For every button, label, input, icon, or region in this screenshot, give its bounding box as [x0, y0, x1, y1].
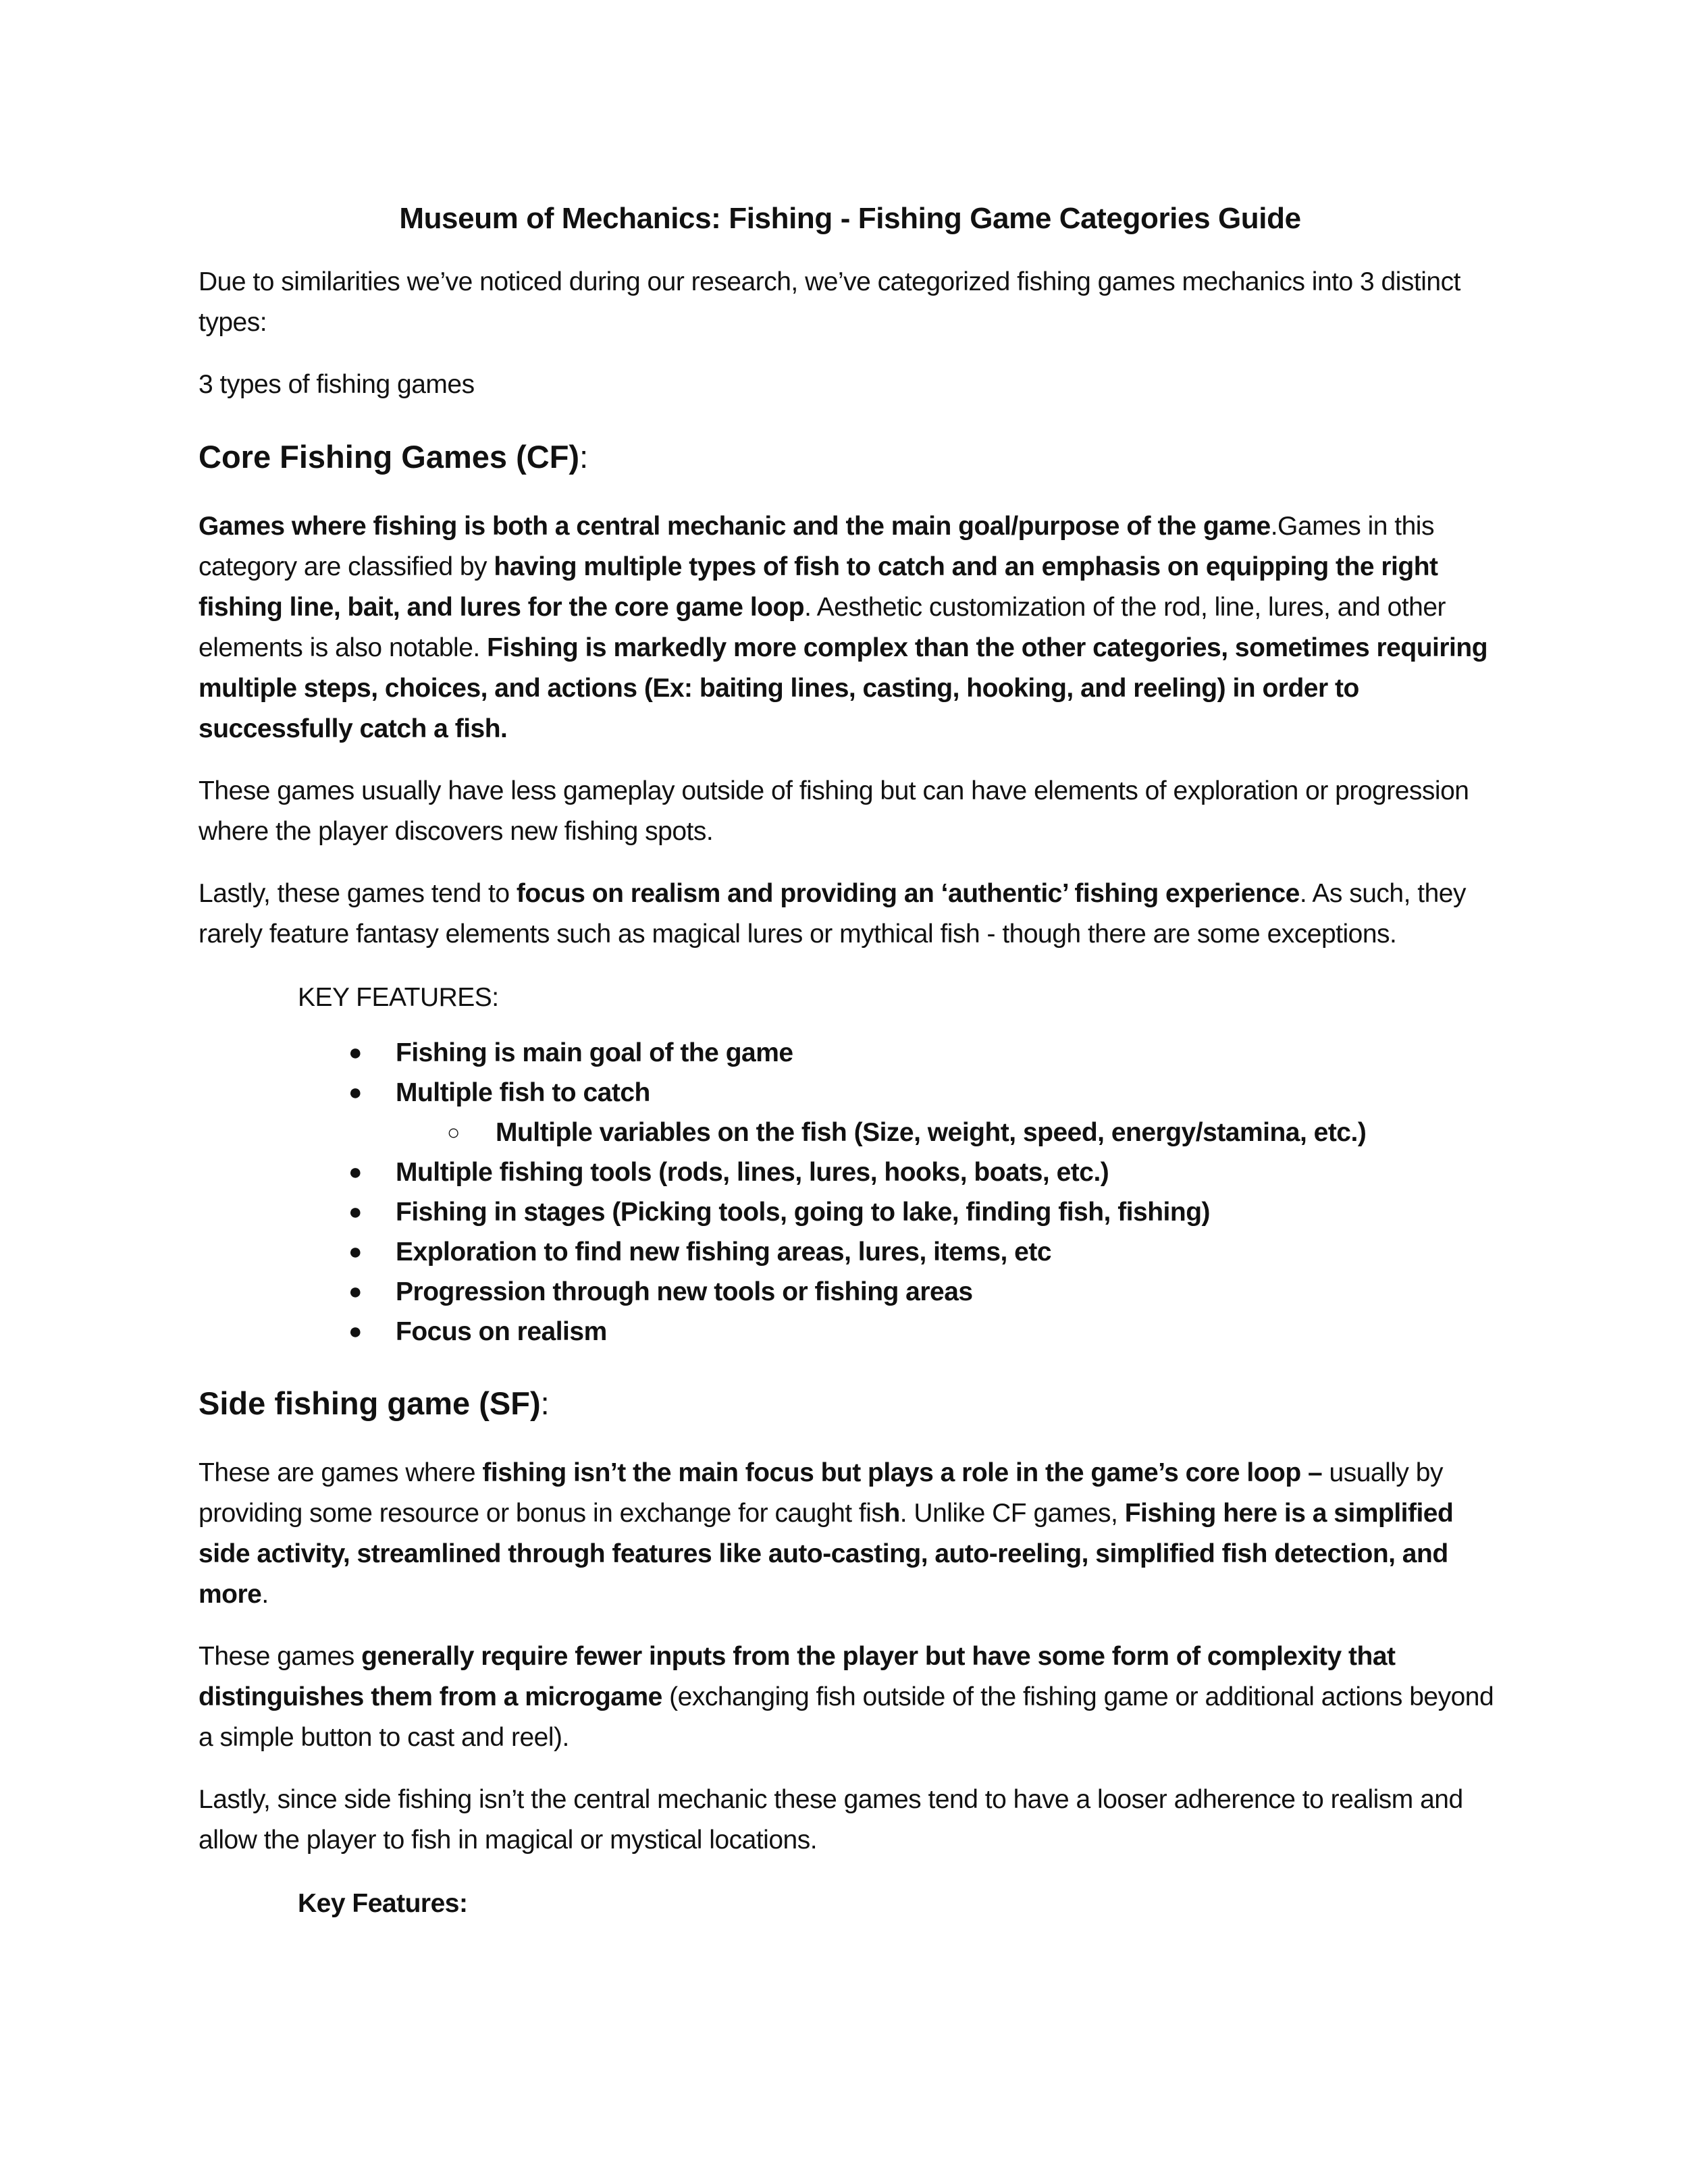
list-item-text: Fishing in stages (Picking tools, going to lake, finding fish, fishing): [396, 1198, 1211, 1227]
core-key-features-list: [199, 1033, 1502, 1352]
side-p1-bold-3: Fishing here is a simplified side activity, streamlined through features like auto-casting, auto-reeling, simplified fish detection, and more: [199, 1499, 1454, 1609]
core-paragraph-2: These games usually have less gameplay outside of fishing but can have elements of exploration or progression where the player discovers new fishing spots.: [199, 776, 1469, 846]
document-body: [199, 197, 1502, 1939]
list-item-text: Exploration to find new fishing areas, lures, items, etc: [396, 1237, 1052, 1267]
side-paragraph-1: [199, 1453, 1502, 1615]
core-paragraph-3: [199, 874, 1502, 955]
bullet-icon: ●: [348, 1319, 363, 1344]
side-key-features-label: Key Features:: [298, 1889, 468, 1918]
side-p2-bold-1: generally require fewer inputs from the player but have some form of complexity that distinguishes them from a microgame: [199, 1642, 1396, 1711]
list-subitem: [199, 1113, 1502, 1152]
core-heading-suffix: :: [579, 439, 589, 475]
core-p3-text-1: Lastly, these games tend to: [199, 879, 517, 908]
section-heading-side-fishing: [199, 1381, 1502, 1426]
side-p2-text-2: (exchanging fish outside of the fishing game or additional actions beyond a simple button to cast and reel).: [199, 1682, 1494, 1752]
side-p1-text-3: . Unlike CF games,: [899, 1499, 1125, 1528]
intro-paragraph: Due to similarities we’ve noticed during our research, we’ve categorized fishing games mechanics into 3 distinct types:: [199, 267, 1460, 337]
core-heading-text: Core Fishing Games (CF): [199, 439, 580, 475]
bullet-icon: ●: [348, 1080, 363, 1105]
bullet-icon: ●: [348, 1159, 363, 1185]
document-title: Museum of Mechanics: Fishing - Fishing Game Categories Guide: [399, 202, 1301, 235]
side-heading-suffix: :: [540, 1385, 550, 1421]
side-p1-text-4: .: [261, 1580, 269, 1609]
bullet-icon: ●: [348, 1279, 363, 1304]
side-p1-text-2: usually by providing some resource or bonus in exchange for caught fis: [199, 1458, 1443, 1528]
list-item-text: Multiple fishing tools (rods, lines, lures, hooks, boats, etc.): [396, 1158, 1109, 1187]
side-p1-text-1: These are games where: [199, 1458, 483, 1487]
core-p1-text-1: .Games in this category are classified by: [199, 512, 1434, 581]
core-key-features-label: KEY FEATURES:: [298, 983, 499, 1012]
core-p1-bold-2: having multiple types of fish to catch and an emphasis on equipping the right fishing line, bait, and lures for the core game loop: [199, 552, 1438, 622]
section-heading-core-fishing: [199, 435, 1502, 479]
list-item: [199, 1152, 1502, 1192]
side-paragraph-2: [199, 1636, 1502, 1758]
core-p3-text-2: . As such, they rarely feature fantasy elements such as magical lures or mythical fish - though there are some exceptions.: [199, 879, 1466, 949]
core-p1-bold-1: Games where fishing is both a central mechanic and the main goal/purpose of the game: [199, 512, 1271, 541]
core-p3-bold-1: focus on realism and providing an ‘authentic’ fishing experience: [516, 879, 1300, 908]
hollow-bullet-icon: ○: [447, 1120, 460, 1144]
side-p1-bold-2: h: [884, 1499, 900, 1528]
core-p1-bold-3: Fishing is markedly more complex than the other categories, sometimes requiring multiple steps, choices, and actions (Ex: baiting lines, casting, hooking, and reeling) in order to successfully catch a fish.: [199, 633, 1488, 743]
bullet-icon: ●: [348, 1239, 363, 1264]
list-item: [199, 1073, 1502, 1113]
list-item-text: Progression through new tools or fishing areas: [396, 1277, 973, 1306]
side-paragraph-3: Lastly, since side fishing isn’t the central mechanic these games tend to have a looser adherence to realism and allow the player to fish in magical or mystical locations.: [199, 1785, 1463, 1855]
types-caption: 3 types of fishing games: [199, 370, 475, 399]
bullet-icon: ●: [348, 1040, 363, 1065]
list-item: [199, 1272, 1502, 1312]
list-item: [199, 1192, 1502, 1232]
side-heading-text: Side fishing game (SF): [199, 1385, 541, 1421]
list-item-text: Focus on realism: [396, 1317, 607, 1346]
list-item-text: Fishing is main goal of the game: [396, 1038, 793, 1067]
list-item-text: Multiple variables on the fish (Size, weight, speed, energy/stamina, etc.): [496, 1118, 1367, 1147]
core-p1-text-2: . Aesthetic customization of the rod, line, lures, and other elements is also notable.: [199, 593, 1446, 662]
side-p2-text-1: These games: [199, 1642, 362, 1671]
list-item-text: Multiple fish to catch: [396, 1078, 650, 1107]
core-paragraph-1: [199, 506, 1502, 749]
list-item: [199, 1232, 1502, 1272]
bullet-icon: ●: [348, 1199, 363, 1225]
list-item: [199, 1033, 1502, 1073]
side-p1-bold-1: fishing isn’t the main focus but plays a role in the game’s core loop –: [482, 1458, 1323, 1487]
list-item: [199, 1312, 1502, 1352]
